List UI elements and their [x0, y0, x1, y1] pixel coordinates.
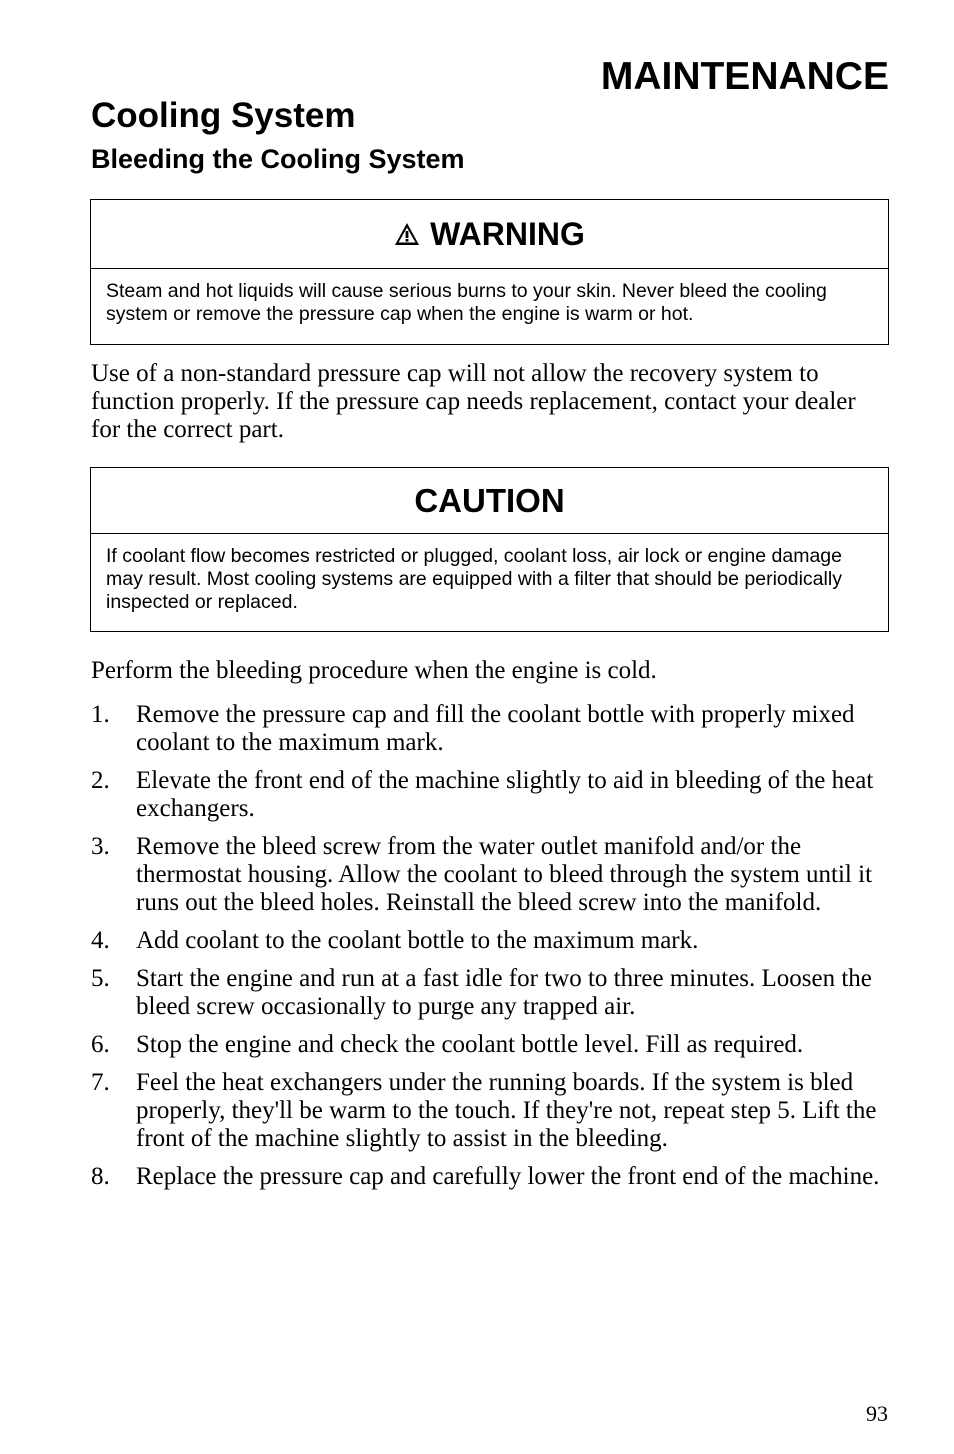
warning-text: Steam and hot liquids will cause serious burns to your skin. Never bleed the cooling system or remove the pressure cap when the engine is warm or hot. — [106, 280, 827, 325]
warning-header — [91, 200, 888, 269]
step-text: Add coolant to the coolant bottle to the maximum mark. — [136, 927, 699, 954]
pressure-cap-paragraph: Use of a non-standard pressure cap will not allow the recovery system to function properly. If the pressure cap needs replacement, contact your dealer for the correct part. — [91, 360, 856, 443]
bleeding-steps-list — [91, 701, 891, 1201]
step-text: Remove the bleed screw from the water outlet manifold and/or the thermostat housing. Allow the coolant to bleed through the system until it runs out the bleed holes. Reinstall the bleed screw into the manifold. — [136, 833, 873, 916]
warning-triangle-icon — [394, 222, 420, 246]
page-number: 93 — [866, 1401, 888, 1426]
step-item — [91, 965, 891, 1021]
step-item — [91, 1163, 891, 1191]
step-number: 5. — [91, 965, 110, 992]
step-item — [91, 701, 891, 757]
caution-box — [90, 467, 889, 632]
step-text: Remove the pressure cap and fill the coolant bottle with properly mixed coolant to the maximum mark. — [136, 701, 855, 756]
step-text: Replace the pressure cap and carefully lower the front end of the machine. — [136, 1163, 880, 1190]
warning-box — [90, 199, 889, 345]
step-item — [91, 927, 891, 955]
step-text: Elevate the front end of the machine slightly to aid in bleeding of the heat exchangers. — [136, 767, 874, 822]
procedure-intro: Perform the bleeding procedure when the engine is cold. — [91, 657, 657, 684]
step-item — [91, 767, 891, 823]
step-text: Stop the engine and check the coolant bottle level. Fill as required. — [136, 1031, 804, 1058]
step-text: Feel the heat exchangers under the running boards. If the system is bled properly, they'll be warm to the touch. If they're not, repeat step 5. Lift the front of the machine slightly to assist in the bleeding. — [136, 1069, 877, 1152]
caution-header — [91, 468, 888, 534]
step-number: 1. — [91, 701, 110, 728]
caution-heading: CAUTION — [414, 481, 565, 519]
step-text: Start the engine and run at a fast idle for two to three minutes. Loosen the bleed screw occasionally to purge any trapped air. — [136, 965, 872, 1020]
step-number: 6. — [91, 1031, 110, 1058]
step-number: 7. — [91, 1069, 110, 1096]
step-item — [91, 833, 891, 917]
step-number: 4. — [91, 927, 110, 954]
step-number: 2. — [91, 767, 110, 794]
step-item — [91, 1069, 891, 1153]
warning-heading: WARNING — [430, 215, 585, 252]
step-number: 8. — [91, 1163, 110, 1190]
step-item — [91, 1031, 891, 1059]
section-title: MAINTENANCE — [600, 55, 889, 98]
caution-text: If coolant flow becomes restricted or plugged, coolant loss, air lock or engine damage may result. Most cooling systems are equipped with a filter that should be periodically inspected or replaced. — [106, 545, 842, 613]
page-subtitle: Bleeding the Cooling System — [91, 144, 465, 174]
page-title: Cooling System — [91, 96, 356, 135]
step-number: 3. — [91, 833, 110, 860]
